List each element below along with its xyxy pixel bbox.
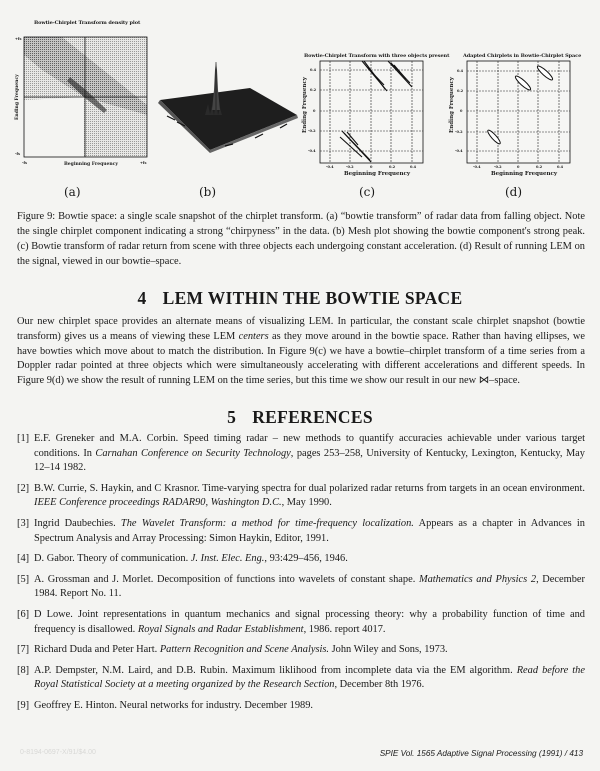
reference-item (17, 573, 585, 602)
panel-d-ytick: 0 (460, 109, 463, 113)
panel-c-ytick: 0.4 (310, 68, 317, 72)
scatter-plot-c (300, 53, 430, 178)
panel-c-xtick: -0.4 (326, 165, 334, 169)
panel-d-xtick: 0.4 (557, 165, 564, 169)
panel-d-ytick: 0.2 (457, 89, 464, 93)
reference-text: D Lowe. Joint representations in quantum mechanics and signal processing theory: why a probability function of time and frequency is disallowed. (34, 608, 585, 635)
panel-c-ytick: 0.2 (310, 88, 317, 92)
panel-c-xtick: -0.2 (346, 165, 354, 169)
reference-item (17, 664, 585, 693)
panel-d-xtick: -0.4 (473, 165, 481, 169)
reference-item (17, 552, 585, 567)
mesh-plot (155, 60, 300, 155)
reference-number: [4] (17, 553, 30, 565)
panel-label-d: (d) (505, 185, 523, 199)
reference-item (17, 432, 585, 476)
reference-text: Richard Duda and Peter Hart. (34, 644, 160, 656)
panel-d-xlabel: Beginning Frequency (491, 171, 558, 177)
body-text: Our new chirplet space provides an alternate means of visualizing LEM. In particular, the constant scale chirplet snapshot (bowtie transform) gives us a means of viewing these LEM (17, 316, 585, 342)
reference-text: , pages 253–258, University of Kentucky, Lexington, Kentucky, May 12–14 1982. (34, 447, 585, 474)
reference-source: IEEE Conference proceedings RADAR90, Washington D.C. (34, 497, 282, 509)
panel-c-title: Bowtie-Chirplet Transform with three objects present (304, 53, 450, 59)
reference-source: J. Inst. Elec. Eng. (190, 553, 265, 565)
panel-a-ytick-top: +fs (15, 37, 22, 41)
panel-d-title: Adapted Chirplets in Bowtie-Chirplet Space (463, 53, 582, 59)
panel-d-xtick: 0 (517, 165, 520, 169)
figure-caption: Figure 9: Bowtie space: a single scale snapshot of the chirplet transform. (a) “bowtie transform” of radar data from falling object. Note the single chirplet component indicating a strong “chirpyness” in the data. (b) Mesh plot showing the bowtie component's strong peak. (c) Bowtie transform of radar return from scene with three objects each undergoing constant acceleration. (d) Result of running LEM on the signal, viewed in our bowtie–space. (17, 211, 585, 267)
reference-number: [5] (17, 573, 30, 585)
body-emphasis: centers (238, 330, 269, 342)
reference-text: E.F. Greneker and M.A. Corbin. Speed timing radar – new methods to quantify accuracies achievable under various target conditions. In (34, 433, 585, 459)
reference-text: Appears as a chapter in Advances in Spectrum Analysis and Array Processing: Simon Haykin, Editor, 1991. (34, 517, 585, 544)
panel-d-xtick: 0.2 (536, 165, 543, 169)
reference-text: , December 8th 1976. (334, 679, 425, 691)
panel-c-xlabel: Beginning Frequency (344, 171, 411, 177)
panel-a-xlabel: Beginning Frequency (64, 162, 119, 167)
density-plot (12, 15, 162, 175)
panel-c-ytick: -0.2 (308, 129, 316, 133)
footer-code: 0-8194-0697-X/91/$4.00 (20, 749, 96, 756)
panel-c-ytick: -0.4 (308, 149, 316, 153)
figure-panel-a (12, 15, 162, 175)
panel-a-xtick-left: -fs (22, 161, 27, 165)
panel-d-ylabel: Ending Frequency (449, 77, 455, 133)
panel-c-ylabel: Ending Frequency (302, 77, 308, 133)
reference-text: D. Gabor. Theory of communication. (34, 553, 191, 565)
page-footer: SPIE Vol. 1565 Adaptive Signal Processing (1991) / 413 (379, 749, 583, 758)
reference-source: Royal Signals and Radar Establishment (137, 623, 304, 635)
reference-number: [8] (17, 664, 30, 676)
references-list (17, 432, 585, 720)
panel-label-c: (c) (359, 185, 376, 199)
panel-a-ytick-bottom: -fs (15, 152, 20, 156)
reference-text: A. Grossman and J. Morlet. Decomposition of functions into wavelets of constant shape. (34, 573, 419, 585)
reference-number: [9] (17, 699, 30, 711)
panel-c-ytick: 0 (313, 109, 316, 113)
figure-panel-c (300, 53, 450, 178)
reference-text: , 93:429–456, 1946. (264, 553, 348, 565)
section-5-heading (0, 407, 600, 428)
section-4-body (17, 315, 585, 389)
panel-a-ylabel: Ending Frequency (15, 74, 20, 120)
panel-a-title: Bowtie-Chirplet Transform density plot (34, 20, 141, 26)
body-text: as they move around in the bowtie space. Rather than having ellipses, we have bowties which move about to match the distribution. In Figure 9(c) we have a bowtie–chirplet transform of a time series from a Doppler radar pointed at three objects which were simultaneously accelerating with different accelerations and different speeds. In Figure 9(d) we show the result of running LEM on the time series, but this time we show our result in our new ⋈–space. (17, 330, 585, 387)
reference-text: B.W. Currie, S. Haykin, and C Krasnor. Time-varying spectra for dual polarized radar returns from targets in an ocean environment. (34, 482, 585, 494)
panel-d-ytick: 0.4 (457, 69, 464, 73)
reference-item (17, 699, 585, 714)
reference-number: [2] (17, 482, 30, 494)
reference-number: [1] (17, 433, 30, 444)
panel-c-xtick: 0.2 (389, 165, 396, 169)
panel-c-xtick: 0 (370, 165, 373, 169)
section-4-heading (0, 288, 600, 309)
section-4-number: 4 (137, 288, 147, 308)
panel-a-xtick-right: +fs (140, 161, 147, 165)
section-5-title: REFERENCES (252, 407, 373, 427)
figure-panel-d (447, 53, 587, 178)
scatter-plot-d (447, 53, 587, 178)
figure-panel-b (155, 60, 300, 155)
reference-text: , May 1990. (281, 497, 332, 509)
reference-source: Mathematics and Physics 2 (418, 573, 537, 585)
panel-d-ytick: -0.4 (455, 149, 463, 153)
reference-source: Pattern Recognition and Scene Analysis. (159, 644, 330, 656)
reference-text: Geoffrey E. Hinton. Neural networks for industry. December 1989. (34, 699, 314, 711)
reference-number: [7] (17, 644, 30, 656)
reference-source: Read before the Royal Statistical Society at a meeting organized by the Research Section (34, 664, 585, 691)
reference-text: John Wiley and Sons, 1973. (329, 644, 448, 656)
reference-number: [6] (17, 608, 30, 620)
reference-text: , December 1984. Report No. 11. (34, 573, 585, 600)
reference-source: Carnahan Conference on Security Technology (95, 447, 291, 459)
reference-item (17, 482, 585, 511)
panel-c-xtick: 0.4 (410, 165, 417, 169)
reference-text: , 1986. report 4017. (303, 623, 386, 635)
reference-text: A.P. Dempster, N.M. Laird, and D.B. Rubin. Maximum liklihood from incomplete data via the EM algorithm. (34, 664, 517, 676)
panel-d-ytick: -0.2 (455, 130, 463, 134)
reference-number: [3] (17, 517, 30, 529)
section-4-title: LEM WITHIN THE BOWTIE SPACE (162, 288, 463, 308)
panel-label-b: (b) (199, 185, 217, 199)
reference-text: Ingrid Daubechies. (34, 517, 121, 529)
panel-d-xtick: -0.2 (494, 165, 502, 169)
panel-label-a: (a) (64, 185, 81, 199)
reference-source: The Wavelet Transform: a method for time-frequency localization. (120, 517, 414, 529)
reference-item (17, 608, 585, 637)
reference-item (17, 517, 585, 546)
reference-item (17, 643, 585, 658)
section-5-number: 5 (227, 407, 237, 427)
